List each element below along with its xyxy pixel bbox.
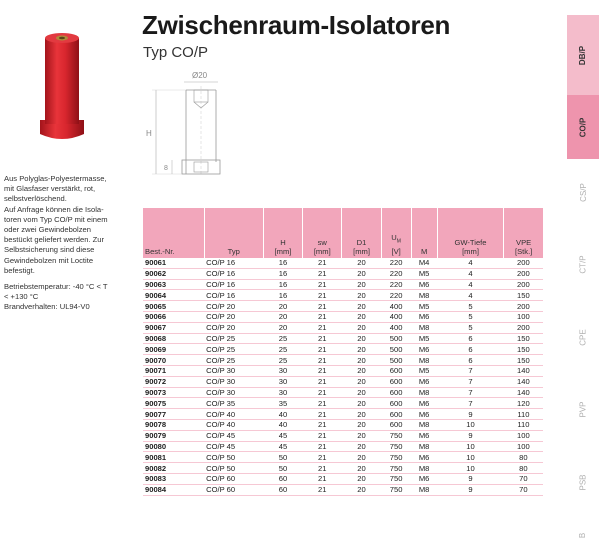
table-cell: 7 — [437, 387, 504, 398]
table-cell: 21 — [303, 290, 342, 301]
table-cell: 9 — [437, 473, 504, 484]
table-cell: 750 — [381, 463, 411, 474]
table-cell: 25 — [263, 333, 302, 344]
order-number-cell: 90061 — [143, 258, 204, 268]
table-cell: 20 — [342, 290, 381, 301]
table-cell: 20 — [342, 463, 381, 474]
table-cell: M8 — [411, 290, 437, 301]
table-cell: 20 — [342, 473, 381, 484]
table-cell: 20 — [342, 258, 381, 268]
desc-line: befestigt. — [4, 265, 35, 275]
table-cell: 25 — [263, 344, 302, 355]
table-cell: 40 — [263, 419, 302, 430]
table-cell: 110 — [504, 409, 543, 420]
table-cell: 20 — [342, 365, 381, 376]
table-cell: CO/P 25 — [204, 333, 263, 344]
table-cell: 16 — [263, 258, 302, 268]
table-cell: 7 — [437, 365, 504, 376]
column-header-unit: [mm] — [353, 247, 370, 256]
table-cell: 20 — [263, 301, 302, 312]
table-cell: 80 — [504, 463, 543, 474]
order-number-cell: 90062 — [143, 268, 204, 279]
table-cell: 9 — [437, 430, 504, 441]
table-row — [143, 258, 543, 268]
table-cell: 20 — [342, 279, 381, 290]
table-cell: CO/P 45 — [204, 441, 263, 452]
table-cell: 100 — [504, 430, 543, 441]
table-cell: 16 — [263, 290, 302, 301]
table-cell: 35 — [263, 398, 302, 409]
table-row — [143, 409, 543, 420]
table-row — [143, 344, 543, 355]
table-row — [143, 311, 543, 322]
sidebar-tab-cs-p[interactable] — [567, 153, 599, 232]
table-cell: 220 — [381, 279, 411, 290]
table-cell: M8 — [411, 484, 437, 495]
table-row — [143, 333, 543, 344]
table-cell: 20 — [342, 355, 381, 366]
table-cell: 20 — [342, 452, 381, 463]
table-cell: 750 — [381, 430, 411, 441]
table-cell: CO/P 20 — [204, 322, 263, 333]
table-cell: 20 — [342, 441, 381, 452]
spec-table — [143, 208, 543, 496]
table-cell: 21 — [303, 441, 342, 452]
table-cell: 20 — [342, 430, 381, 441]
table-row — [143, 398, 543, 409]
table-cell: 16 — [263, 268, 302, 279]
page-title: Zwischenraum-Isolatoren — [142, 10, 451, 40]
table-cell: M6 — [411, 344, 437, 355]
table-cell: 40 — [263, 409, 302, 420]
table-cell: M5 — [411, 333, 437, 344]
table-cell: 4 — [437, 290, 504, 301]
table-cell: 21 — [303, 365, 342, 376]
table-cell: CO/P 16 — [204, 279, 263, 290]
order-number-cell: 90069 — [143, 344, 204, 355]
table-cell: 20 — [342, 333, 381, 344]
table-cell: CO/P 16 — [204, 290, 263, 301]
table-cell: 30 — [263, 387, 302, 398]
order-number-cell: 90081 — [143, 452, 204, 463]
table-cell: 60 — [263, 484, 302, 495]
sidebar-tab-cpe[interactable] — [567, 298, 599, 377]
table-cell: 45 — [263, 441, 302, 452]
order-number-cell: 90072 — [143, 376, 204, 387]
table-cell: 400 — [381, 322, 411, 333]
table-cell: 4 — [437, 268, 504, 279]
table-cell: CO/P 45 — [204, 430, 263, 441]
table-cell: 220 — [381, 268, 411, 279]
table-cell: 750 — [381, 452, 411, 463]
desc-line: Selbstsicherung sind diese — [4, 245, 95, 255]
sidebar-tab-label: PSB — [578, 474, 588, 491]
table-cell: M6 — [411, 452, 437, 463]
table-cell: 7 — [437, 376, 504, 387]
table-row — [143, 430, 543, 441]
table-cell: 500 — [381, 344, 411, 355]
table-cell: CO/P 30 — [204, 376, 263, 387]
table-cell: M6 — [411, 279, 437, 290]
table-cell: 21 — [303, 409, 342, 420]
table-cell: M8 — [411, 463, 437, 474]
table-cell: 600 — [381, 398, 411, 409]
column-header-top: sw — [317, 238, 327, 247]
table-cell: CO/P 20 — [204, 311, 263, 322]
table-cell: 20 — [342, 387, 381, 398]
table-cell: 30 — [263, 365, 302, 376]
table-cell: 200 — [504, 322, 543, 333]
sidebar-tab-db-p[interactable] — [567, 15, 599, 95]
fire-rating-line: Brandverhalten: UL94-V0 — [4, 302, 90, 312]
product-photo — [36, 28, 88, 148]
table-cell: 150 — [504, 333, 543, 344]
column-header-top: $U_M$ — [391, 233, 401, 245]
order-number-cell: 90082 — [143, 463, 204, 474]
table-cell: CO/P 50 — [204, 452, 263, 463]
table-cell: 5 — [437, 311, 504, 322]
table-cell: M6 — [411, 376, 437, 387]
table-cell: 20 — [342, 344, 381, 355]
table-cell: 21 — [303, 322, 342, 333]
table-cell: M8 — [411, 441, 437, 452]
desc-line: mit Glasfaser verstärkt, rot, — [4, 184, 96, 194]
sidebar-tab-ct-p[interactable] — [567, 225, 599, 304]
table-row — [143, 301, 543, 312]
table-cell: 21 — [303, 333, 342, 344]
table-cell: 500 — [381, 355, 411, 366]
table-cell: 21 — [303, 419, 342, 430]
table-cell: M6 — [411, 398, 437, 409]
sidebar-tab-label: DB/P — [578, 45, 588, 65]
table-cell: 20 — [342, 484, 381, 495]
table-cell: 50 — [263, 452, 302, 463]
table-cell: 30 — [263, 376, 302, 387]
table-cell: 10 — [437, 419, 504, 430]
table-cell: 600 — [381, 376, 411, 387]
table-cell: 70 — [504, 484, 543, 495]
table-row — [143, 365, 543, 376]
column-header — [381, 208, 411, 258]
table-cell: 45 — [263, 430, 302, 441]
table-cell: CO/P 40 — [204, 409, 263, 420]
table-cell: CO/P 16 — [204, 258, 263, 268]
column-header-top: VPE — [516, 238, 532, 247]
table-cell: 20 — [342, 376, 381, 387]
table-cell: CO/P 50 — [204, 463, 263, 474]
column-header — [143, 208, 204, 258]
order-number-cell: 90079 — [143, 430, 204, 441]
table-cell: 600 — [381, 387, 411, 398]
table-cell: CO/P 60 — [204, 484, 263, 495]
table-row — [143, 463, 543, 474]
table-cell: 21 — [303, 355, 342, 366]
order-number-cell: 90077 — [143, 409, 204, 420]
diameter-label: Ø20 — [192, 71, 208, 80]
table-cell: 600 — [381, 409, 411, 420]
table-cell: CO/P 35 — [204, 398, 263, 409]
table-cell: 9 — [437, 484, 504, 495]
desc-line: toren vom Typ CO/P mit einem — [4, 214, 108, 224]
table-cell: 10 — [437, 452, 504, 463]
sidebar-tab-psb[interactable] — [567, 443, 599, 522]
desc-line: selbstverlöschend. — [4, 194, 67, 204]
table-cell: 150 — [504, 344, 543, 355]
column-header-unit: [mm] — [274, 247, 292, 256]
column-header-unit: Typ — [227, 247, 240, 256]
sidebar-tab-b[interactable] — [567, 527, 599, 544]
column-header-unit: Best.-Nr. — [145, 247, 175, 256]
table-cell: M8 — [411, 355, 437, 366]
table-cell: CO/P 40 — [204, 419, 263, 430]
table-cell: 70 — [504, 473, 543, 484]
table-cell: 6 — [437, 333, 504, 344]
table-row — [143, 279, 543, 290]
table-cell: 110 — [504, 419, 543, 430]
table-cell: 21 — [303, 376, 342, 387]
order-number-cell: 90065 — [143, 301, 204, 312]
table-row — [143, 473, 543, 484]
table-cell: M8 — [411, 387, 437, 398]
table-cell: 600 — [381, 419, 411, 430]
category-sidebar — [567, 0, 599, 544]
column-header — [263, 208, 302, 258]
table-cell: 9 — [437, 409, 504, 420]
table-cell: 150 — [504, 355, 543, 366]
table-cell: M6 — [411, 430, 437, 441]
table-cell: M8 — [411, 322, 437, 333]
column-header — [437, 208, 504, 258]
sidebar-tab-label: CS/P — [578, 183, 588, 202]
order-number-cell: 90063 — [143, 279, 204, 290]
table-cell: 220 — [381, 290, 411, 301]
table-cell: 20 — [342, 419, 381, 430]
table-cell: 4 — [437, 258, 504, 268]
product-description — [4, 174, 132, 313]
order-number-cell: 90068 — [143, 333, 204, 344]
desc-line: Gewindebolzen mit Loctite — [4, 255, 94, 265]
table-row — [143, 441, 543, 452]
column-header — [303, 208, 342, 258]
order-number-cell: 90067 — [143, 322, 204, 333]
table-cell: M5 — [411, 301, 437, 312]
order-number-cell: 90083 — [143, 473, 204, 484]
table-cell: 20 — [342, 311, 381, 322]
table-cell: 140 — [504, 365, 543, 376]
table-cell: M6 — [411, 311, 437, 322]
table-cell: 140 — [504, 387, 543, 398]
table-cell: 80 — [504, 452, 543, 463]
table-cell: 21 — [303, 398, 342, 409]
table-cell: 20 — [263, 311, 302, 322]
table-cell: 100 — [504, 441, 543, 452]
column-header — [342, 208, 381, 258]
table-cell: 50 — [263, 463, 302, 474]
table-cell: 21 — [303, 311, 342, 322]
sidebar-tab-co-p[interactable] — [567, 95, 599, 159]
table-cell: 20 — [342, 301, 381, 312]
desc-line: bestückt geliefert werden. Zur — [4, 235, 105, 245]
table-cell: 6 — [437, 344, 504, 355]
table-cell: 7 — [437, 398, 504, 409]
table-cell: M6 — [411, 409, 437, 420]
table-row — [143, 387, 543, 398]
table-cell: 200 — [504, 279, 543, 290]
table-cell: 5 — [437, 301, 504, 312]
table-cell: 20 — [342, 398, 381, 409]
table-cell: 750 — [381, 441, 411, 452]
table-header-row — [143, 208, 543, 258]
table-cell: CO/P 60 — [204, 473, 263, 484]
table-cell: 21 — [303, 452, 342, 463]
table-cell: 21 — [303, 279, 342, 290]
table-cell: 140 — [504, 376, 543, 387]
table-cell: M5 — [411, 365, 437, 376]
table-cell: 25 — [263, 355, 302, 366]
table-cell: M4 — [411, 258, 437, 268]
desc-line: Auf Anfrage können die Isola- — [4, 204, 104, 214]
table-cell: 200 — [504, 258, 543, 268]
table-cell: CO/P 30 — [204, 365, 263, 376]
sidebar-tab-label: CO/P — [578, 117, 588, 137]
table-cell: CO/P 20 — [204, 301, 263, 312]
column-header-top: D1 — [356, 238, 367, 247]
sidebar-tab-label: PVP — [578, 401, 588, 418]
table-row — [143, 355, 543, 366]
table-cell: 21 — [303, 258, 342, 268]
column-header — [504, 208, 543, 258]
table-cell: 20 — [342, 268, 381, 279]
table-cell: 6 — [437, 355, 504, 366]
table-cell: CO/P 25 — [204, 355, 263, 366]
table-cell: CO/P 25 — [204, 344, 263, 355]
table-cell: 20 — [263, 322, 302, 333]
table-row — [143, 290, 543, 301]
table-cell: 21 — [303, 268, 342, 279]
table-cell: 21 — [303, 344, 342, 355]
table-cell: 120 — [504, 398, 543, 409]
page-subtitle: Typ CO/P — [143, 44, 209, 61]
column-header — [411, 208, 437, 258]
table-row — [143, 419, 543, 430]
table-cell: 20 — [342, 322, 381, 333]
order-number-cell: 90066 — [143, 311, 204, 322]
table-cell: 10 — [437, 441, 504, 452]
table-cell: 500 — [381, 333, 411, 344]
sidebar-tab-pvp[interactable] — [567, 370, 599, 449]
table-cell: CO/P 16 — [204, 268, 263, 279]
table-cell: 21 — [303, 463, 342, 474]
table-cell: M6 — [411, 473, 437, 484]
table-cell: 21 — [303, 473, 342, 484]
technical-drawing — [140, 68, 240, 178]
column-header — [204, 208, 263, 258]
table-cell: 60 — [263, 473, 302, 484]
table-cell: 21 — [303, 387, 342, 398]
order-number-cell: 90070 — [143, 355, 204, 366]
table-cell: 20 — [342, 409, 381, 420]
table-cell: 16 — [263, 279, 302, 290]
sidebar-tab-label: CPE — [578, 329, 588, 346]
order-number-cell: 90080 — [143, 441, 204, 452]
temperature-line: Betriebstemperatur: -40 °C < T — [4, 282, 108, 292]
table-cell: 100 — [504, 311, 543, 322]
table-cell: 750 — [381, 484, 411, 495]
table-cell: 200 — [504, 268, 543, 279]
table-row — [143, 322, 543, 333]
temperature-line: < +130 °C — [4, 292, 39, 302]
table-cell: 5 — [437, 322, 504, 333]
table-cell: M8 — [411, 419, 437, 430]
table-cell: 150 — [504, 290, 543, 301]
table-cell: 400 — [381, 311, 411, 322]
column-header-unit: [mm] — [462, 247, 479, 256]
table-cell: 750 — [381, 473, 411, 484]
height-label: H — [146, 129, 152, 138]
table-cell: 21 — [303, 301, 342, 312]
order-number-cell: 90071 — [143, 365, 204, 376]
table-row — [143, 452, 543, 463]
column-header-top: H — [280, 238, 286, 247]
column-header-top: GW-Tiefe — [454, 238, 487, 247]
order-number-cell: 90064 — [143, 290, 204, 301]
table-cell: 600 — [381, 365, 411, 376]
table-row — [143, 376, 543, 387]
order-number-cell: 90073 — [143, 387, 204, 398]
order-number-cell: 90078 — [143, 419, 204, 430]
desc-line: oder zwei Gewindebolzen — [4, 225, 91, 235]
table-cell: 10 — [437, 463, 504, 474]
table-cell: 200 — [504, 301, 543, 312]
sidebar-tab-label: B — [578, 532, 588, 539]
table-cell: 400 — [381, 301, 411, 312]
table-row — [143, 268, 543, 279]
table-body — [143, 258, 543, 495]
sidebar-tab-label: CT/P — [578, 255, 588, 274]
table-cell: 21 — [303, 484, 342, 495]
column-header-unit: [Stk.] — [514, 247, 533, 256]
table-cell: CO/P 30 — [204, 387, 263, 398]
column-header-unit: [mm] — [313, 247, 331, 256]
table-cell: 21 — [303, 430, 342, 441]
table-cell: M5 — [411, 268, 437, 279]
order-number-cell: 90084 — [143, 484, 204, 495]
table-row — [143, 484, 543, 495]
depth-label: 8 — [164, 165, 168, 172]
column-header-unit: [V] — [391, 247, 401, 256]
desc-line: Aus Polyglas-Polyestermasse, — [4, 174, 107, 183]
table-cell: 4 — [437, 279, 504, 290]
table-cell: 220 — [381, 258, 411, 268]
column-header-unit: M — [420, 247, 428, 256]
order-number-cell: 90075 — [143, 398, 204, 409]
